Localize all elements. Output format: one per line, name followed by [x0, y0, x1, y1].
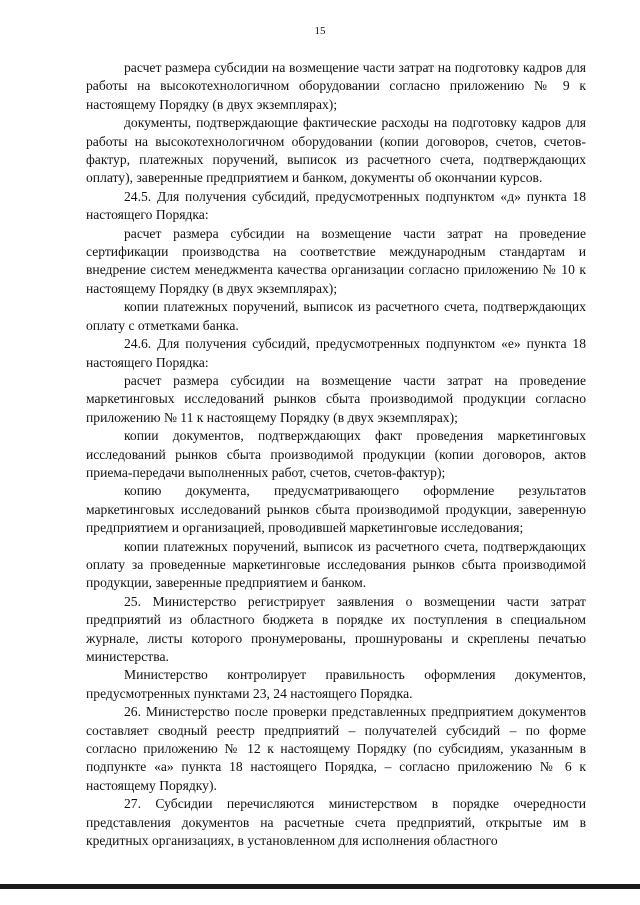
paragraph-6: 24.6. Для получения субсидий, предусмотренных подпунктом «е» пункта 18 настоящего Порядка: [86, 336, 586, 370]
paragraph-8: копии документов, подтверждающих факт проведения маркетинговых исследований рынков сбыта производимой продукции (копии договоров, актов приема-передачи выполненных работ, счетов, счетов-фактур); [86, 428, 586, 480]
paragraph-12: Министерство контролирует правильность оформления документов, предусмотренных пунктами 23, 24 настоящего Порядка. [86, 667, 586, 701]
paragraph-7: расчет размера субсидии на возмещение части затрат на проведение маркетинговых исследований рынков сбыта производимой продукции согласно приложению № 11 к настоящему Порядку (в двух экземплярах); [86, 372, 586, 425]
paragraph-9: копию документа, предусматривающего оформление результатов маркетинговых исследований рынков сбыта производимой продукции, заверенную предприятием и организацией, проводившей маркетинговые исследования; [86, 483, 586, 536]
scan-edge-bar [0, 884, 640, 889]
page-number: 15 [314, 25, 326, 37]
paragraph-2: документы, подтверждающие фактические расходы на подготовку кадров для работы на высокотехнологичном оборудовании (копии договоров, счетов, счетов-фактур, платежных поручений, выписок из расчетного счета, подтверждающих оплату), заверенные предприятием и банком, документы об окончании курсов. [86, 115, 586, 186]
paragraph-1: расчет размера субсидии на возмещение части затрат на подготовку кадров для работы на высокотехнологичном оборудовании согласно приложению № 9 к настоящему Порядку (в двух экземплярах); [86, 60, 586, 112]
paragraph-10: копии платежных поручений, выписок из расчетного счета, подтверждающих оплату за проведенные маркетинговые исследования рынков сбыта производимой продукции, заверенные предприятием и банком. [86, 538, 586, 591]
paragraph-11: 25. Министерство регистрирует заявления о возмещении части затрат предприятий из областного бюджета в порядке их поступления в специальном журнале, листы которого пронумерованы, прошнурованы и скреплены печатью министерства. [86, 593, 586, 664]
paragraph-4: расчет размера субсидии на возмещение части затрат на проведение сертификации производства на соответствие международным стандартам и внедрение систем менеджмента качества организации согласно приложению № 10 к настоящему Порядку (в двух экземплярах); [86, 225, 586, 296]
paragraph-3: 24.5. Для получения субсидий, предусмотренных подпунктом «д» пункта 18 настоящего Порядка: [86, 188, 586, 223]
paragraph-14: 27. Субсидии перечисляются министерством в порядке очередности представления документов на расчетные счета предприятий, открытые им в кредитных организациях, в установленном для исполнения областного [86, 796, 586, 849]
paragraph-13: 26. Министерство после проверки представленных предприятием документов составляет сводный реестр предприятий – получателей субсидий – по форме согласно приложению № 12 к настоящему Порядку (по субсидиям, указанным в подпункте «а» пункта 18 настоящего Порядка, – согласно приложению № 6 к настоящему Порядку). [86, 704, 586, 793]
paragraph-5: копии платежных поручений, выписок из расчетного счета, подтверждающих оплату с отметками банка. [86, 299, 586, 333]
document-body [86, 59, 586, 850]
